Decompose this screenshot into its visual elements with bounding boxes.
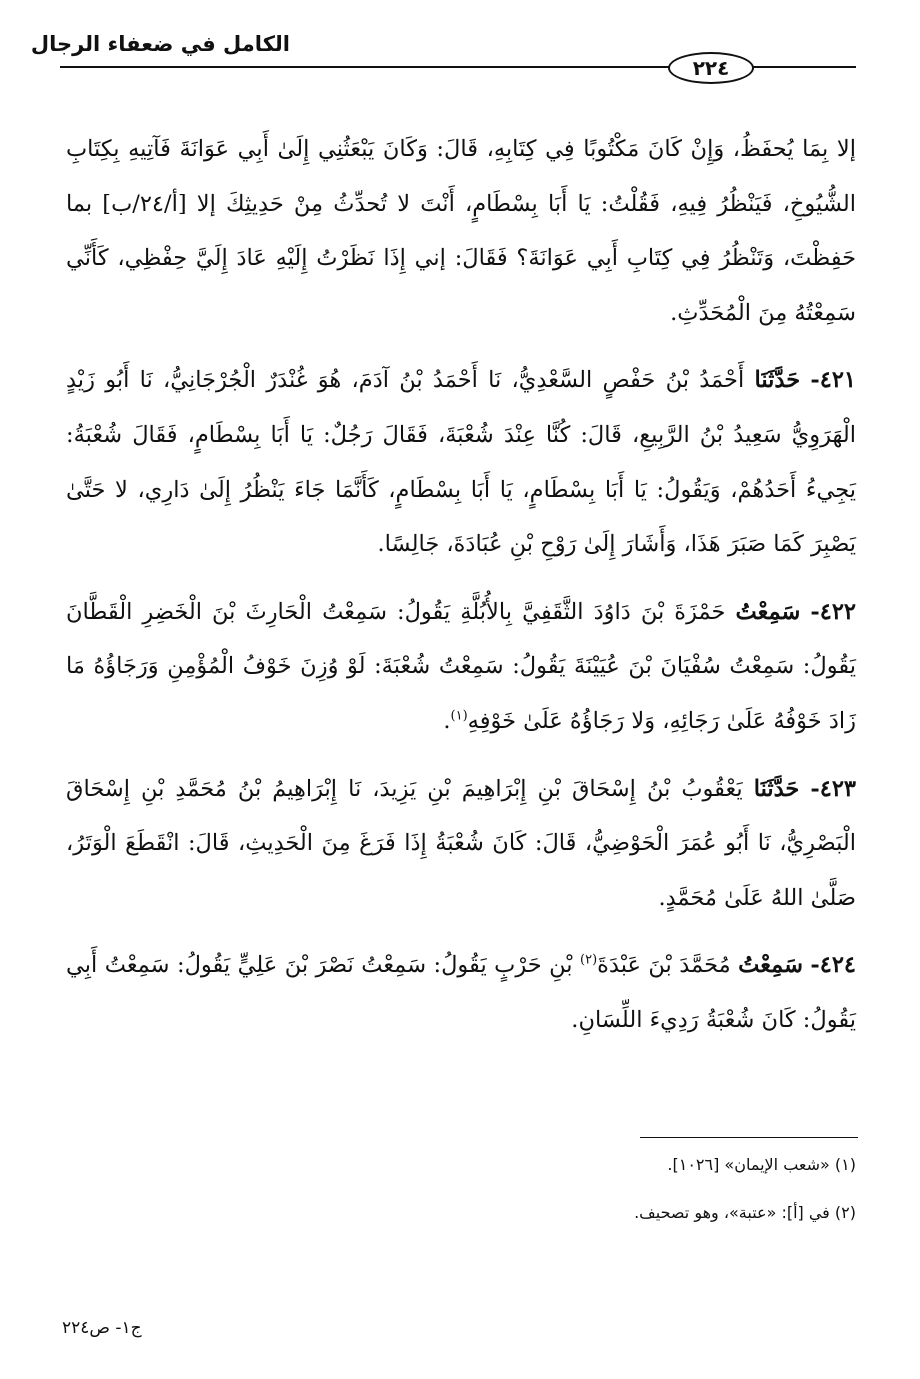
footnote-reference[interactable]: (١) — [450, 708, 468, 724]
hadith-text-end: . — [443, 707, 451, 734]
hadith-number: ٤٢٢- — [810, 598, 857, 625]
body-text — [66, 122, 856, 1048]
footnote-2: (٢) في [أ]: «عتبة»، وهو تصحيف. — [634, 1203, 856, 1222]
hadith-lead-word: حَدَّثَنَا — [753, 775, 800, 802]
hadith-text: حَمْزَةَ بْنَ دَاوُدَ الثَّقَفِيَّ بِالأُبُلَّةِ يَقُولُ: سَمِعْتُ الْحَارِثَ بْنَ الْخَضِرِ الْقَطَّانَ يَقُولُ: سَمِعْتُ سُفْيَانَ بْنَ عُيَيْنَةَ يَقُولُ: سَمِعْتُ شُعْبَةَ: لَوْ وُزِنَ خَوْفُ الْمُؤْمِنِ وَرَجَاؤُهُ مَا زَادَ خَوْفُهُ عَلَىٰ رَجَائِهِ، وَلا رَجَاؤُهُ عَلَىٰ خَوْفِهِ — [66, 598, 856, 734]
hadith-lead-word: سَمِعْتُ — [738, 952, 803, 979]
hadith-text: بْنِ حَرْبٍ يَقُولُ: سَمِعْتُ نَصْرَ بْنَ عَلِيٍّ يَقُولُ: سَمِعْتُ أَبِي يَقُولُ: كَانَ شُعْبَةُ رَدِيءَ اللِّسَانِ. — [66, 952, 856, 1033]
folio-reference: ج١- ص٢٢٤ — [62, 1318, 142, 1338]
footnote-reference[interactable]: (٢) — [580, 952, 598, 968]
running-title: الكامل في ضعفاء الرجال — [30, 32, 290, 56]
hadith-422 — [66, 585, 856, 749]
hadith-number: ٤٢١- — [810, 367, 857, 394]
hadith-lead-word: حَدَّثَنَا — [754, 367, 801, 394]
hadith-number: ٤٢٤- — [810, 952, 857, 979]
footnotes — [66, 1146, 856, 1232]
hadith-423 — [66, 762, 856, 926]
footnote-1: (١) «شعب الإيمان» [١٠٢٦]. — [667, 1155, 856, 1174]
hadith-421 — [66, 353, 856, 571]
hadith-text: مُحَمَّدَ بْنَ عَبْدَةَ — [597, 952, 731, 979]
hadith-number: ٤٢٣- — [810, 775, 857, 802]
hadith-424 — [66, 938, 856, 1047]
hadith-text: يَعْقُوبُ بْنُ إِسْحَاقَ بْنِ إِبْرَاهِيمَ بْنِ يَزِيدَ، نَا إِبْرَاهِيمُ بْنُ مُحَمَّدِ بْنِ إِسْحَاقَ الْبَصْرِيُّ، نَا أَبُو عُمَرَ الْحَوْضِيُّ، قَالَ: كَانَ شُعْبَةُ إِذَا فَرَغَ مِنَ الْحَدِيثِ، قَالَ: انْقَطَعَ الْوَتَرُ، صَلَّىٰ اللهُ عَلَىٰ مُحَمَّدٍ. — [66, 775, 856, 911]
hadith-lead-word: سَمِعْتُ — [735, 598, 801, 625]
hadith-text: أَحْمَدُ بْنُ حَفْصٍ السَّعْدِيُّ، نَا أَحْمَدُ بْنُ آدَمَ، هُوَ غُنْدَرٌ الْجُرْجَانِيُّ، نَا أَبُو زَيْدٍ الْهَرَوِيُّ سَعِيدُ بْنُ الرَّبِيعِ، قَالَ: كُنَّا عِنْدَ شُعْبَةَ، فَقَالَ رَجُلٌ: يَا أَبَا بِسْطَامٍ، فَقَالَ شُعْبَةُ: يَجِيءُ أَحَدُهُمْ، وَيَقُولُ: يَا أَبَا بِسْطَامٍ، يَا أَبَا بِسْطَامٍ، كَأَنَّمَا جَاءَ يَنْظُرُ إِلَىٰ دَارِي، لا حَتَّىٰ يَصْبِرَ كَمَا صَبَرَ هَذَا، وَأَشَارَ إِلَىٰ رَوْحِ بْنِ عُبَادَةَ، جَالِسًا. — [66, 367, 856, 558]
paragraph-continuation: إلا بِمَا يُحفَظُ، وَإِنْ كَانَ مَكْتُوبًا فِي كِتَابِهِ، قَالَ: وَكَانَ يَبْعَثُنِي إِلَىٰ أَبِي عَوَانَةَ فَآتِيهِ بِكِتَابِ الشُّيُوخِ، فَيَنْظُرُ فِيهِ، فَقُلْتُ: يَا أَبَا بِسْطَامٍ، أَنْتَ لا تُحدِّثُ مِنْ حَدِيثِكَ إلا [أ/٢٤/ب] بما حَفِظْتَ، وَتَنْظُرُ فِي كِتَابِ أَبِي عَوَانَةَ؟ فَقَالَ: إني إِذَا نَظَرْتُ إِلَيْهِ عَادَ إِلَيَّ حِفْظِي، كَأَنِّي سَمِعْتُهُ مِنَ الْمُحَدِّثِ. — [66, 136, 857, 326]
page-number-badge: ٢٢٤ — [668, 52, 754, 84]
footnote-rule — [640, 1137, 858, 1138]
